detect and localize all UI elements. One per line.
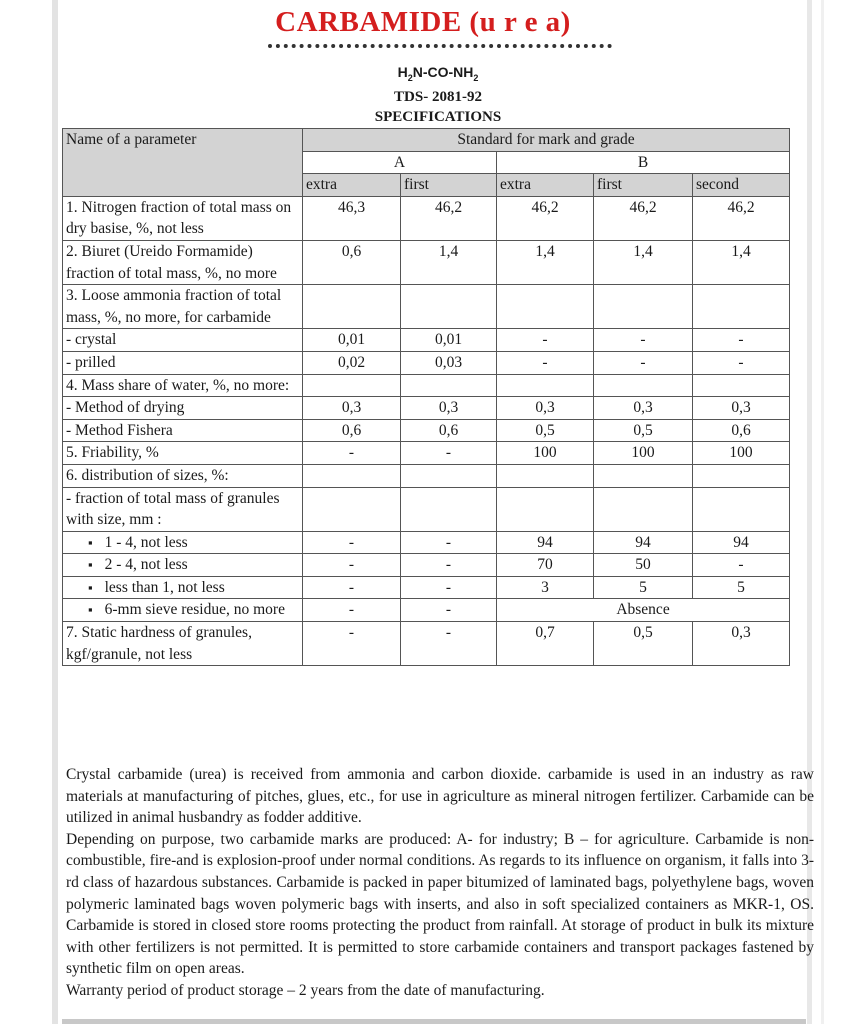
value-cell: - (303, 622, 401, 666)
value-cell: - (693, 554, 790, 577)
table-row (63, 622, 790, 666)
value-cell (401, 487, 497, 531)
value-cell: 0,3 (693, 397, 790, 420)
value-cell: 1,4 (497, 240, 594, 284)
table-row (63, 576, 790, 599)
grade-header: first (594, 174, 693, 197)
value-cell: 94 (497, 531, 594, 554)
table-row (63, 554, 790, 577)
table-row (63, 464, 790, 487)
value-cell: 0,7 (497, 622, 594, 666)
parameter-label: 4. Mass share of water, %, no more: (63, 374, 303, 397)
table-row (63, 374, 790, 397)
specifications-heading: SPECIFICATIONS (374, 109, 502, 125)
value-cell: 0,01 (401, 329, 497, 352)
grade-header: extra (497, 174, 594, 197)
value-cell: 46,2 (497, 196, 594, 240)
value-cell (497, 374, 594, 397)
value-cell: - (401, 531, 497, 554)
parameter-label: 6. distribution of sizes, %: (63, 464, 303, 487)
page-bottom-bar (62, 1019, 806, 1024)
parameter-label: 1. Nitrogen fraction of total mass on dry basise, %, not less (63, 196, 303, 240)
parameter-label: - Method Fishera (63, 419, 303, 442)
value-cell: 0,6 (693, 419, 790, 442)
value-cell: 100 (693, 442, 790, 465)
value-cell: - (401, 554, 497, 577)
value-cell (693, 374, 790, 397)
bullet-text: ▪ 2 - 4, not less (66, 554, 299, 576)
header-row-1 (63, 129, 790, 152)
value-cell: 0,03 (401, 351, 497, 374)
table-row (63, 442, 790, 465)
value-cell (401, 285, 497, 329)
value-cell: - (497, 351, 594, 374)
table-row (63, 419, 790, 442)
value-cell (594, 487, 693, 531)
value-cell: 94 (693, 531, 790, 554)
parameter-label: 5. Friability, % (63, 442, 303, 465)
value-cell: 1,4 (693, 240, 790, 284)
value-cell: 46,2 (594, 196, 693, 240)
value-cell: 100 (497, 442, 594, 465)
value-cell: 0,3 (303, 397, 401, 420)
value-cell: - (401, 442, 497, 465)
table-row (63, 240, 790, 284)
description-text (66, 764, 814, 1002)
table-row (63, 329, 790, 352)
value-cell (497, 487, 594, 531)
value-cell (693, 464, 790, 487)
value-cell: 0,6 (303, 419, 401, 442)
value-cell: 5 (594, 576, 693, 599)
table-row (63, 397, 790, 420)
chemical-formula: $H_2N-CO-NH_2$ (397, 64, 479, 83)
value-cell: 0,01 (303, 329, 401, 352)
value-cell: - (693, 351, 790, 374)
value-cell (497, 285, 594, 329)
table-row (63, 487, 790, 531)
value-cell: 0,5 (497, 419, 594, 442)
value-cell: 46,2 (401, 196, 497, 240)
parameter-label: - Method of drying (63, 397, 303, 420)
page-edge-left (52, 0, 58, 1024)
value-cell: 0,5 (594, 622, 693, 666)
value-cell: 0,5 (594, 419, 693, 442)
table-row (63, 285, 790, 329)
tds-number: TDS- 2081-92 (394, 89, 482, 105)
grade-header: first (401, 174, 497, 197)
value-cell: - (303, 531, 401, 554)
value-cell (303, 374, 401, 397)
parameter-label: - crystal (63, 329, 303, 352)
value-cell (401, 374, 497, 397)
parameter-label-bullet (63, 531, 303, 554)
value-cell (303, 487, 401, 531)
parameter-label: 3. Loose ammonia fraction of total mass, %, no more, for carbamide (63, 285, 303, 329)
merged-value-cell: Absence (497, 599, 790, 622)
table-row (63, 531, 790, 554)
value-cell: 0,3 (594, 397, 693, 420)
value-cell: - (497, 329, 594, 352)
value-cell: - (303, 554, 401, 577)
bullet-text: ▪ 6-mm sieve residue, no more (66, 599, 299, 621)
value-cell (693, 285, 790, 329)
title-dotted-underline (268, 44, 612, 48)
parameter-label-bullet (63, 576, 303, 599)
standard-header: Standard for mark and grade (303, 129, 790, 152)
value-cell: - (401, 576, 497, 599)
description-paragraph: Depending on purpose, two carbamide marks are produced: A- for industry; B – for agriculture. Carbamide is non-combustible, fire-and is explosion-proof under normal conditions. As regards to its influence on organism, it falls into 3-rd class of hazardous substances. Carbamide is packed in paper bitumized of laminated bags, polyethylene bags, woven polymeric laminated bags woven polymeric bags with inserts, and also in soft specialized containers as MKR-1, OS. Carbamide is stored in closed store rooms protecting the product from rainfall. At storage of product in bulk its mixture with other fertilizers is not permitted. It is permitted to store carbamide containers and transport packages fastened by synthetic film on open areas. (66, 830, 814, 978)
value-cell: 1,4 (594, 240, 693, 284)
grade-header: extra (303, 174, 401, 197)
value-cell: 100 (594, 442, 693, 465)
value-cell: 0,02 (303, 351, 401, 374)
value-cell (693, 487, 790, 531)
value-cell: 94 (594, 531, 693, 554)
table-row (63, 351, 790, 374)
value-cell: - (594, 329, 693, 352)
parameter-label-bullet (63, 554, 303, 577)
table-row (63, 196, 790, 240)
specifications-table (62, 128, 790, 666)
value-cell: 0,6 (401, 419, 497, 442)
table-row (63, 599, 790, 622)
value-cell (497, 464, 594, 487)
value-cell: 0,3 (401, 397, 497, 420)
value-cell: 1,4 (401, 240, 497, 284)
parameter-label-bullet (63, 599, 303, 622)
parameter-label: - fraction of total mass of granules with size, mm : (63, 487, 303, 531)
value-cell: - (693, 329, 790, 352)
value-cell: - (401, 599, 497, 622)
value-cell: 70 (497, 554, 594, 577)
mark-a-header: A (303, 151, 497, 174)
value-cell: 0,3 (497, 397, 594, 420)
warranty-paragraph: Warranty period of product storage – 2 years from the date of manufacturing. (66, 981, 545, 999)
value-cell: - (303, 576, 401, 599)
page-edge-right-outer (821, 0, 824, 1024)
value-cell: - (401, 622, 497, 666)
grade-header: second (693, 174, 790, 197)
mark-b-header: B (497, 151, 790, 174)
value-cell (594, 285, 693, 329)
parameter-header: Name of a parameter (63, 129, 303, 197)
value-cell: - (303, 599, 401, 622)
value-cell: 46,2 (693, 196, 790, 240)
value-cell: 50 (594, 554, 693, 577)
value-cell: - (594, 351, 693, 374)
value-cell: - (303, 442, 401, 465)
parameter-label: 7. Static hardness of granules, kgf/granule, not less (63, 622, 303, 666)
bullet-text: ▪ 1 - 4, not less (66, 532, 299, 554)
description-paragraph: Crystal carbamide (urea) is received from ammonia and carbon dioxide. carbamide is used in an industry as raw materials at manufacturing of pitches, glues, etc., for use in agriculture as mineral nitrogen fertilizer. Carbamide can be utilized in animal husbandry as fodder additive. (66, 766, 814, 827)
value-cell (594, 464, 693, 487)
value-cell (303, 464, 401, 487)
value-cell: 46,3 (303, 196, 401, 240)
parameter-label: - prilled (63, 351, 303, 374)
value-cell (401, 464, 497, 487)
value-cell (594, 374, 693, 397)
document-title: CARBAMIDE (u r e a) (275, 6, 571, 38)
value-cell: 3 (497, 576, 594, 599)
value-cell: 0,3 (693, 622, 790, 666)
value-cell: 5 (693, 576, 790, 599)
value-cell: 0,6 (303, 240, 401, 284)
bullet-text: ▪ less than 1, not less (66, 577, 299, 599)
parameter-label: 2. Biuret (Ureido Formamide) fraction of total mass, %, no more (63, 240, 303, 284)
value-cell (303, 285, 401, 329)
